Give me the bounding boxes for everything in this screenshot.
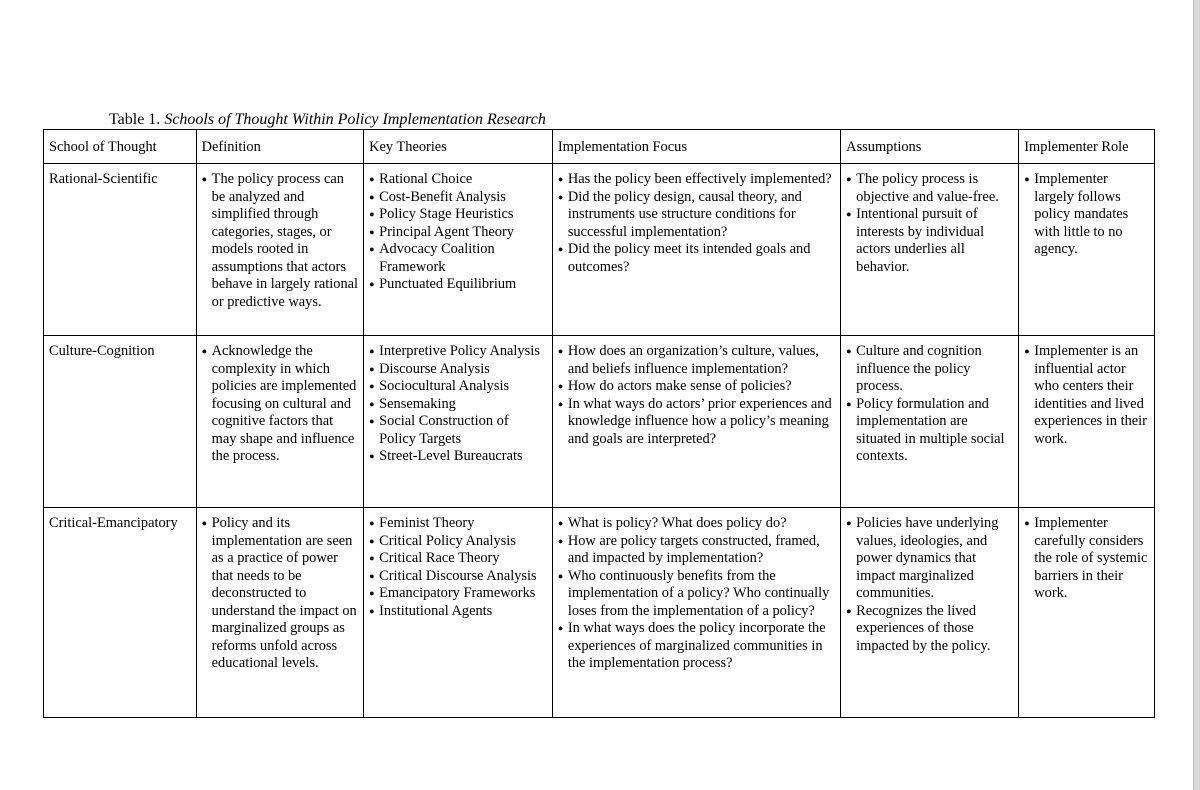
schools-of-thought-table	[43, 129, 1155, 718]
bullet-item: ● Emancipatory Frameworks	[369, 585, 547, 603]
bullet-item: ● Who continuously benefits from the implementation of a policy? Who continually loses from the implementation of a policy?	[558, 568, 835, 621]
table-row	[44, 336, 1155, 508]
assumptions-list	[846, 515, 1013, 655]
bullet-item: ● Intentional pursuit of interests by individual actors underlies all behavior.	[846, 206, 1013, 276]
bullet-item: ● Feminist Theory	[369, 515, 547, 533]
implementation-focus-list	[558, 343, 835, 448]
assumptions-list	[846, 171, 1013, 276]
school-cell: Critical-Emancipatory	[44, 508, 197, 718]
assumptions-cell	[841, 164, 1019, 336]
bullet-item: ● Interpretive Policy Analysis	[369, 343, 547, 361]
school-cell: Rational-Scientific	[44, 164, 197, 336]
bullet-item: ● Has the policy been effectively implemented?	[558, 171, 835, 189]
bullet-item: ● Discourse Analysis	[369, 361, 547, 379]
definition-cell	[196, 164, 363, 336]
implementer-role-cell	[1019, 336, 1155, 508]
bullet-item: ● The policy process can be analyzed and simplified through categories, stages, or models rooted in assumptions that actors behave in largely rational or predictive ways.	[202, 171, 358, 311]
header-key-theories: Key Theories	[364, 130, 553, 164]
bullet-item: ● How do actors make sense of policies?	[558, 378, 835, 396]
bullet-item: ● Policy Stage Heuristics	[369, 206, 547, 224]
header-implementer-role: Implementer Role	[1019, 130, 1155, 164]
implementer-role-list	[1024, 343, 1149, 448]
key-theories-cell	[364, 164, 553, 336]
bullet-item: ● Sensemaking	[369, 396, 547, 414]
header-definition: Definition	[196, 130, 363, 164]
key-theories-list	[369, 343, 547, 466]
header-school: School of Thought	[44, 130, 197, 164]
school-cell: Culture-Cognition	[44, 336, 197, 508]
bullet-item: ● Institutional Agents	[369, 603, 547, 621]
bullet-item: ● Did the policy design, causal theory, and instruments use structure conditions for successful implementation?	[558, 189, 835, 242]
bullet-item: ● Sociocultural Analysis	[369, 378, 547, 396]
bullet-item: ● Social Construction of Policy Targets	[369, 413, 547, 448]
implementation-focus-cell	[552, 336, 840, 508]
key-theories-cell	[364, 508, 553, 718]
bullet-item: ● Implementer carefully considers the role of systemic barriers in their work.	[1024, 515, 1149, 603]
table-caption	[109, 110, 546, 130]
bullet-item: ● Implementer largely follows policy mandates with little to no agency.	[1024, 171, 1149, 259]
table-row	[44, 164, 1155, 336]
table-number: Table 1.	[109, 111, 161, 128]
bullet-item: ● Street-Level Bureaucrats	[369, 448, 547, 466]
table-title: Schools of Thought Within Policy Implementation Research	[164, 111, 546, 128]
bullet-item: ● What is policy? What does policy do?	[558, 515, 835, 533]
definition-cell	[196, 336, 363, 508]
header-assumptions: Assumptions	[841, 130, 1019, 164]
bullet-item: ● Principal Agent Theory	[369, 224, 547, 242]
assumptions-cell	[841, 336, 1019, 508]
definition-cell	[196, 508, 363, 718]
bullet-item: ● Did the policy meet its intended goals and outcomes?	[558, 241, 835, 276]
bullet-item: ● Policies have underlying values, ideologies, and power dynamics that impact marginalized communities.	[846, 515, 1013, 603]
bullet-item: ● Implementer is an influential actor who centers their identities and lived experiences in their work.	[1024, 343, 1149, 448]
bullet-item: ● Acknowledge the complexity in which policies are implemented focusing on cultural and cognitive factors that may shape and influence the process.	[202, 343, 358, 466]
bullet-item: ● How are policy targets constructed, framed, and impacted by implementation?	[558, 533, 835, 568]
bullet-item: ● In what ways do actors’ prior experiences and knowledge influence how a policy’s meaning and goals are interpreted?	[558, 396, 835, 449]
bullet-item: ● The policy process is objective and value-free.	[846, 171, 1013, 206]
bullet-item: ● Critical Discourse Analysis	[369, 568, 547, 586]
header-row	[44, 130, 1155, 164]
bullet-item: ● In what ways does the policy incorporate the experiences of marginalized communities in the implementation process?	[558, 620, 835, 673]
table-row	[44, 508, 1155, 718]
bullet-item: ● Culture and cognition influence the policy process.	[846, 343, 1013, 396]
bullet-item: ● Policy formulation and implementation are situated in multiple social contexts.	[846, 396, 1013, 466]
bullet-item: ● Cost-Benefit Analysis	[369, 189, 547, 207]
implementer-role-list	[1024, 515, 1149, 603]
implementer-role-list	[1024, 171, 1149, 259]
key-theories-cell	[364, 336, 553, 508]
implementation-focus-cell	[552, 508, 840, 718]
bullet-item: ● Policy and its implementation are seen as a practice of power that needs to be deconstructed to understand the impact on marginalized groups as reforms unfold across educational levels.	[202, 515, 358, 673]
assumptions-cell	[841, 508, 1019, 718]
bullet-item: ● How does an organization’s culture, values, and beliefs influence implementation?	[558, 343, 835, 378]
implementation-focus-list	[558, 171, 835, 276]
bullet-item: ● Critical Race Theory	[369, 550, 547, 568]
definition-list	[202, 171, 358, 311]
bullet-item: ● Recognizes the lived experiences of those impacted by the policy.	[846, 603, 1013, 656]
implementation-focus-list	[558, 515, 835, 673]
definition-list	[202, 515, 358, 673]
key-theories-list	[369, 515, 547, 620]
definition-list	[202, 343, 358, 466]
bullet-item: ● Punctuated Equilibrium	[369, 276, 547, 294]
header-implementation-focus: Implementation Focus	[552, 130, 840, 164]
bullet-item: ● Critical Policy Analysis	[369, 533, 547, 551]
page-edge	[1193, 0, 1200, 790]
implementation-focus-cell	[552, 164, 840, 336]
implementer-role-cell	[1019, 508, 1155, 718]
implementer-role-cell	[1019, 164, 1155, 336]
bullet-item: ● Rational Choice	[369, 171, 547, 189]
assumptions-list	[846, 343, 1013, 466]
key-theories-list	[369, 171, 547, 294]
bullet-item: ● Advocacy Coalition Framework	[369, 241, 547, 276]
